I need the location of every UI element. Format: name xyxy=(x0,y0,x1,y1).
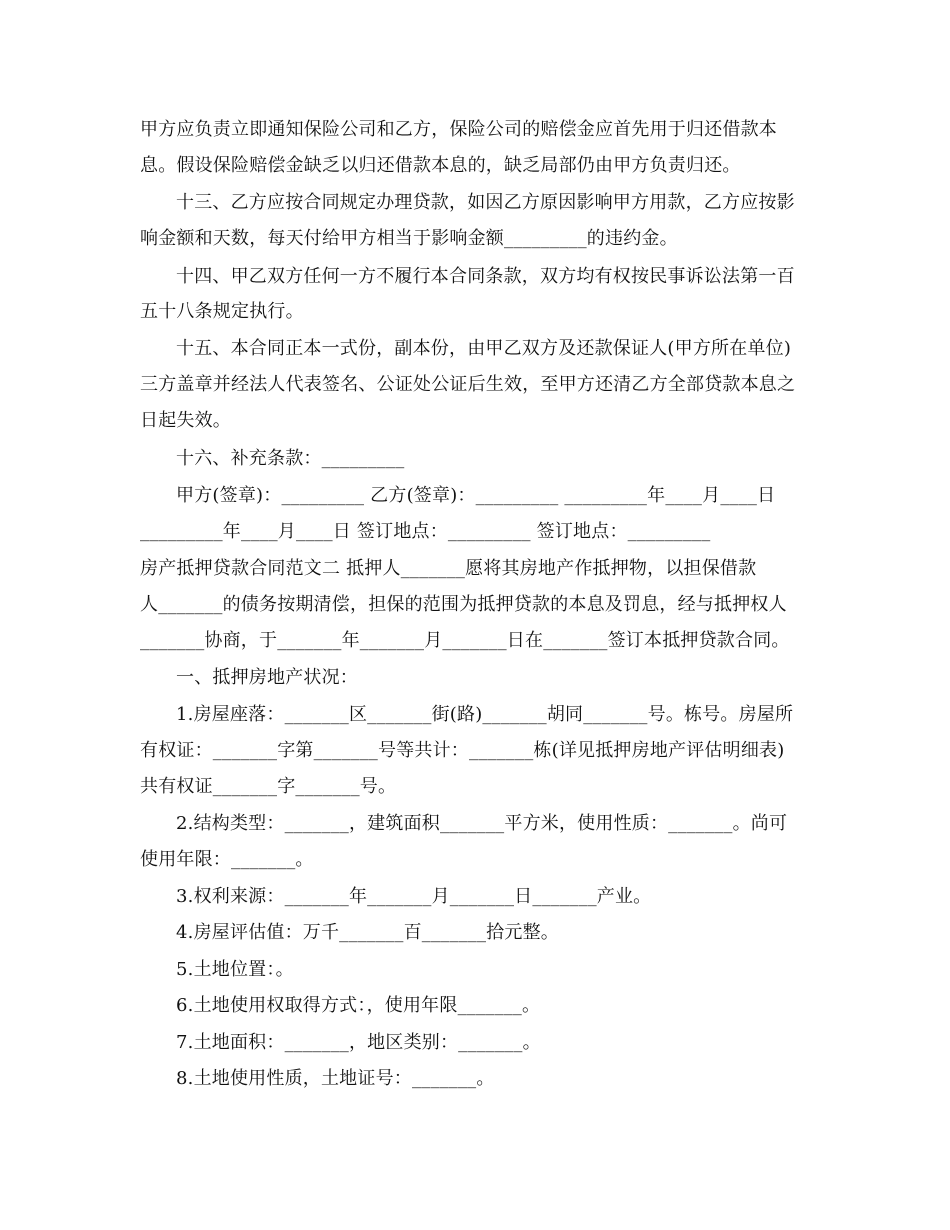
signature-line: _________年____月____日 签订地点：_________ 签订地点：_________ xyxy=(140,521,711,542)
property-item-line: 2.结构类型：_______，建筑面积_______平方米，使用性质：_______。尚可 xyxy=(176,813,788,834)
clause-13-line: 十三、乙方应按合同规定办理贷款，如因乙方原因影响甲方用款，乙方应按影 xyxy=(176,192,795,213)
clause-16-line: 十六、补充条款：_________ xyxy=(176,448,405,469)
property-item-line: 7.土地面积：_______，地区类别：_______。 xyxy=(176,1032,541,1053)
template-two-line: 房产抵押贷款合同范文二 抵押人_______愿将其房地产作抵押物，以担保借款 xyxy=(140,558,757,579)
property-item-line: 共有权证_______字_______号。 xyxy=(140,776,397,797)
section-heading: 一、抵押房地产状况： xyxy=(176,667,358,688)
property-item-line: 6.土地使用权取得方式：，使用年限_______。 xyxy=(176,995,541,1016)
signature-line: 甲方(签章)：_________ 乙方(签章)：_________ _________年____月____日 xyxy=(176,485,776,506)
property-item-line: 8.土地使用性质，土地证号：_______。 xyxy=(176,1068,495,1089)
property-item-line: 4.房屋评估值：万千_______百_______拾元整。 xyxy=(176,922,559,943)
clause-15-line: 三方盖章并经法人代表签名、公证处公证后生效，至甲方还清乙方全部贷款本息之 xyxy=(140,374,796,395)
clause-13-line: 响金额和天数，每天付给甲方相当于影响金额_________的违约金。 xyxy=(140,228,678,249)
property-item-line: 使用年限：_______。 xyxy=(140,849,314,870)
clause-14-line: 十四、甲乙双方任何一方不履行本合同条款，双方均有权按民事诉讼法第一百 xyxy=(176,266,795,287)
paragraph-line: 甲方应负责立即通知保险公司和乙方，保险公司的赔偿金应首先用于归还借款本 xyxy=(140,119,777,140)
clause-15-line: 日起失效。 xyxy=(140,410,231,431)
property-item-line: 有权证：_______字第_______号等共计：_______栋(详见抵押房地产评估明细表) xyxy=(140,740,785,761)
paragraph-line: 息。假设保险赔偿金缺乏以归还借款本息的，缺乏局部仍由甲方负责归还。 xyxy=(140,155,741,176)
property-item-line: 5.土地位置：。 xyxy=(176,959,294,980)
property-item-line: 1.房屋座落：_______区_______街(路)_______胡同_______号。栋号。房屋所 xyxy=(176,704,794,725)
clause-14-line: 五十八条规定执行。 xyxy=(140,301,304,322)
property-item-line: 3.权利来源：_______年_______月_______日_______产业。 xyxy=(176,886,652,907)
template-two-line: 人_______的债务按期清偿，担保的范围为抵押贷款的本息及罚息，经与抵押权人 xyxy=(140,594,787,615)
clause-15-line: 十五、本合同正本一式份，副本份，由甲乙双方及还款保证人(甲方所在单位) xyxy=(176,338,792,359)
template-two-line: _______协商，于_______年_______月_______日在_______签订本抵押贷款合同。 xyxy=(140,630,790,651)
